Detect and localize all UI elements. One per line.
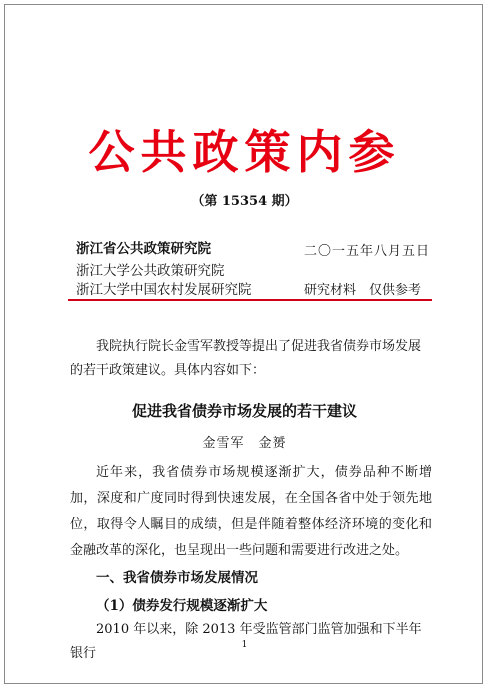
issue-date: 二〇一五年八月五日 [304, 244, 431, 259]
org-name-rural: 浙江大学中国农村发展研究院 [76, 282, 252, 298]
continuation-text: 2010 年以来，除 2013 年受监管部门监管加强和下半年银行 [70, 622, 422, 661]
article-title: 促进我省债券市场发展的若干建议 [131, 402, 357, 420]
org-name-provincial: 浙江省公共政策研究院 [76, 241, 211, 257]
section-heading: 一、我省债券市场发展情况 [96, 570, 258, 586]
page-number: 1 [241, 640, 248, 650]
org-name-university: 浙江大学公共政策研究院 [76, 263, 225, 279]
masthead-title: 公共政策内参 [88, 125, 401, 179]
material-note: 研究材料 仅供参考 [304, 283, 422, 298]
red-divider [68, 299, 432, 301]
subsection-heading: （1）债券发行规模逐渐扩大 [96, 598, 268, 614]
intro-paragraph: 我院执行院长金雪军教授等提出了促进我省债券市场发展的若干政策建议。具体内容如下： [70, 339, 422, 378]
article-authors: 金雪军 金赟 [202, 436, 287, 451]
body-paragraph: 近年来，我省债券市场规模逐渐扩大，债券品种不断增加，深度和广度同时得到快速发展，在全国各省中处于领先地位，取得令人瞩目的成绩，但是伴随着整体经济环境的变化和金融改革的深化，也呈现出一些问题和需要进行改进之处。 [70, 465, 432, 558]
issue-number: （第 15354 期） [191, 194, 298, 209]
